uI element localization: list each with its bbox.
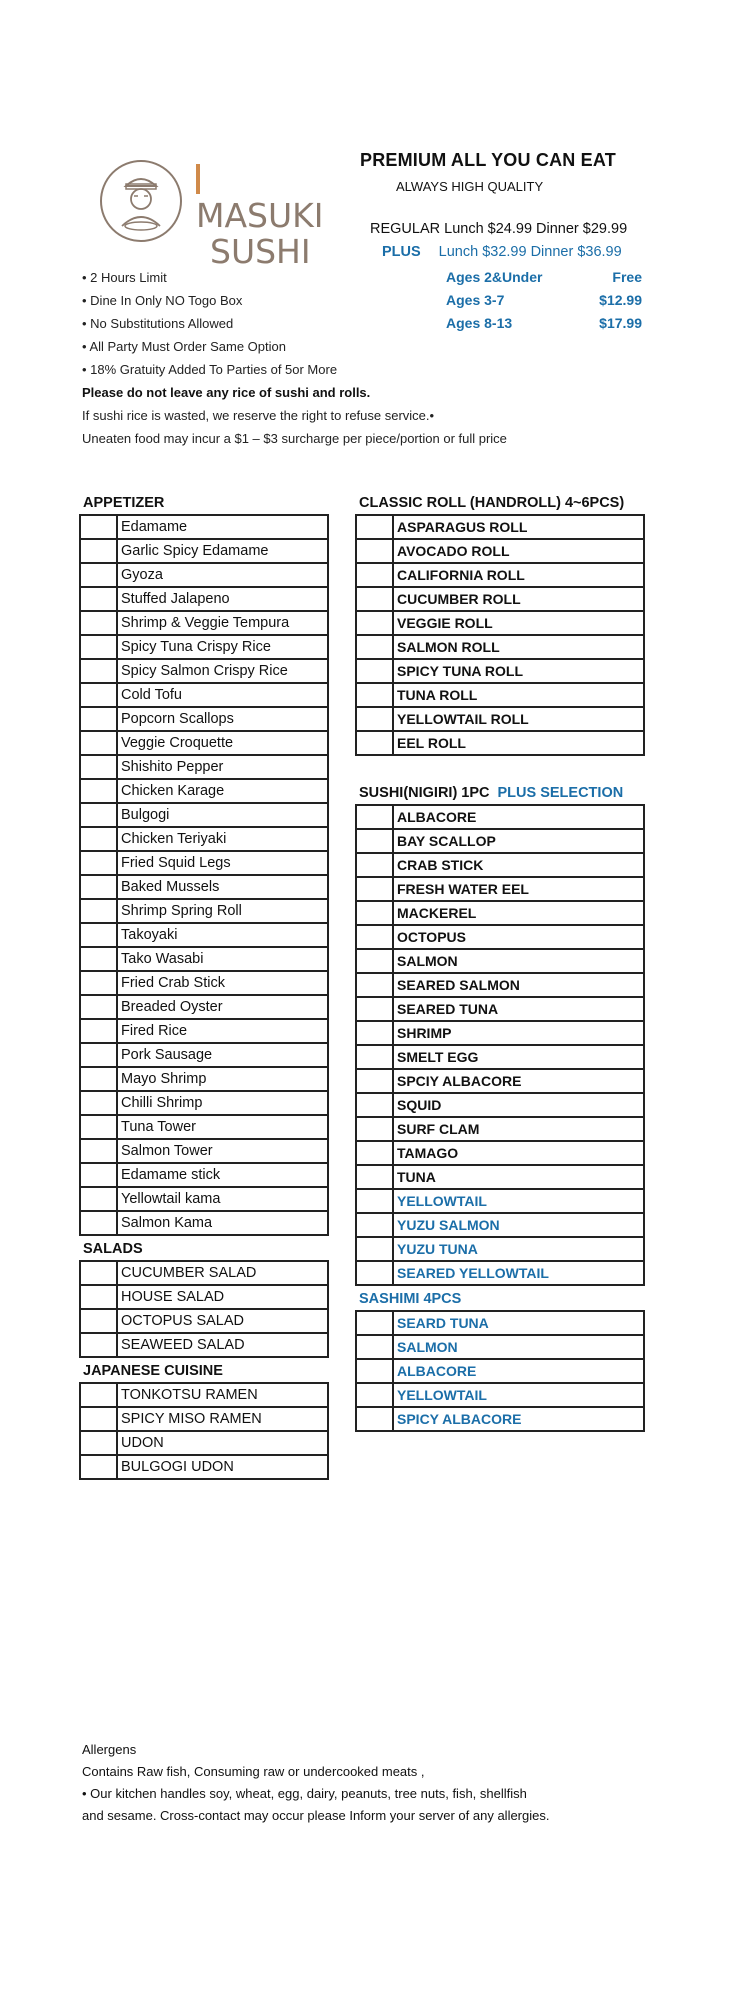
menu-item-label: MACKEREL: [397, 905, 477, 921]
japanese-table: [79, 1382, 329, 1480]
section-title-classic-roll: CLASSIC ROLL (HANDROLL) 4~6PCS): [359, 495, 625, 511]
order-checkbox[interactable]: [357, 660, 394, 682]
menu-item-label: FRESH WATER EEL: [397, 881, 529, 897]
order-checkbox[interactable]: [81, 756, 118, 778]
order-checkbox[interactable]: [81, 732, 118, 754]
menu-row: [357, 1166, 643, 1190]
menu-item-label: Fried Crab Stick: [121, 975, 225, 991]
menu-row: [81, 684, 327, 708]
rice-note: Please do not leave any rice of sushi and rolls.: [82, 385, 371, 400]
menu-row: [357, 1142, 643, 1166]
menu-item-label: Popcorn Scallops: [121, 711, 234, 727]
order-checkbox[interactable]: [81, 1456, 118, 1478]
menu-row: [357, 1214, 643, 1238]
menu-item-label: EEL ROLL: [397, 735, 466, 751]
menu-row: [357, 1190, 643, 1214]
menu-item-label: YELLOWTAIL: [397, 1387, 487, 1403]
order-checkbox[interactable]: [81, 852, 118, 874]
order-checkbox[interactable]: [357, 902, 394, 924]
order-checkbox[interactable]: [357, 926, 394, 948]
menu-row: [357, 1046, 643, 1070]
menu-row: [81, 1262, 327, 1286]
menu-item-label: OCTOPUS SALAD: [121, 1313, 245, 1329]
order-checkbox[interactable]: [81, 516, 118, 538]
section-title-salads: SALADS: [83, 1241, 143, 1257]
menu-item-label: Pork Sausage: [121, 1047, 213, 1063]
menu-row: [81, 1456, 327, 1480]
order-checkbox[interactable]: [357, 1238, 394, 1260]
menu-item-label: Mayo Shrimp: [121, 1071, 207, 1087]
logo-wordmark: MASUKI SUSHI: [196, 162, 326, 270]
menu-row: [357, 1262, 643, 1286]
order-checkbox[interactable]: [357, 1408, 394, 1430]
order-checkbox[interactable]: [81, 780, 118, 802]
allergens-line: • Our kitchen handles soy, wheat, egg, dairy, peanuts, tree nuts, fish, shellfish: [82, 1786, 527, 1801]
section-title-nigiri: SUSHI(NIGIRI) 1PC PLUS SELECTION: [359, 785, 624, 801]
order-checkbox[interactable]: [81, 804, 118, 826]
menu-item-label: Veggie Croquette: [121, 735, 234, 751]
order-checkbox[interactable]: [357, 1312, 394, 1334]
menu-item-label: TUNA ROLL: [397, 687, 478, 703]
order-checkbox[interactable]: [357, 1022, 394, 1044]
menu-item-label: SHRIMP: [397, 1025, 452, 1041]
age-pricing: [446, 266, 642, 335]
order-checkbox[interactable]: [81, 996, 118, 1018]
menu-row: [357, 708, 643, 732]
order-checkbox[interactable]: [81, 1068, 118, 1090]
order-checkbox[interactable]: [81, 876, 118, 898]
menu-row: [357, 806, 643, 830]
allergens-line: and sesame. Cross-contact may occur please Inform your server of any allergies.: [82, 1808, 550, 1823]
order-checkbox[interactable]: [357, 1046, 394, 1068]
menu-row: [81, 1432, 327, 1456]
notes: [82, 381, 507, 450]
menu-item-label: SQUID: [397, 1097, 442, 1113]
order-checkbox[interactable]: [81, 1310, 118, 1332]
menu-row: [81, 948, 327, 972]
order-checkbox[interactable]: [357, 950, 394, 972]
order-checkbox[interactable]: [81, 1092, 118, 1114]
menu-item-label: SPICY MISO RAMEN: [121, 1411, 262, 1427]
menu-row: [81, 804, 327, 828]
menu-item-label: SEARED SALMON: [397, 977, 520, 993]
menu-row: [81, 1044, 327, 1068]
menu-row: [357, 878, 643, 902]
menu-row: [357, 950, 643, 974]
menu-row: [81, 516, 327, 540]
order-checkbox[interactable]: [81, 708, 118, 730]
order-checkbox[interactable]: [357, 636, 394, 658]
menu-row: [357, 1022, 643, 1046]
menu-row: [81, 732, 327, 756]
classic-roll-table: [355, 514, 645, 756]
order-checkbox[interactable]: [81, 1188, 118, 1210]
menu-row: [81, 1092, 327, 1116]
menu-row: [81, 996, 327, 1020]
order-checkbox[interactable]: [81, 1116, 118, 1138]
chef-logo-icon: [96, 156, 186, 246]
order-checkbox[interactable]: [357, 1166, 394, 1188]
regular-price: REGULAR Lunch $24.99 Dinner $29.99: [370, 221, 628, 237]
age-row: Ages 8-13 $17.99: [446, 315, 642, 331]
menu-row: [81, 756, 327, 780]
menu-row: [357, 1070, 643, 1094]
order-checkbox[interactable]: [81, 1408, 118, 1430]
menu-row: [81, 1384, 327, 1408]
order-checkbox[interactable]: [81, 1140, 118, 1162]
order-checkbox[interactable]: [81, 1020, 118, 1042]
menu-row: [81, 1286, 327, 1310]
menu-item-label: Takoyaki: [121, 927, 178, 943]
menu-item-label: Edamame stick: [121, 1167, 221, 1183]
section-title-sashimi: SASHIMI 4PCS: [359, 1291, 462, 1307]
menu-item-label: Baked Mussels: [121, 879, 220, 895]
menu-item-label: SALMON ROLL: [397, 639, 500, 655]
menu-row: [81, 1188, 327, 1212]
order-checkbox[interactable]: [357, 588, 394, 610]
menu-item-label: Chicken Teriyaki: [121, 831, 227, 847]
menu-row: [357, 1360, 643, 1384]
rule-item: • No Substitutions Allowed: [82, 316, 234, 331]
menu-item-label: Tuna Tower: [121, 1119, 196, 1135]
order-checkbox[interactable]: [357, 854, 394, 876]
order-checkbox[interactable]: [357, 1070, 394, 1092]
menu-row: [81, 876, 327, 900]
order-checkbox[interactable]: [81, 612, 118, 634]
order-checkbox[interactable]: [357, 1142, 394, 1164]
order-checkbox[interactable]: [357, 684, 394, 706]
menu-item-label: ALBACORE: [397, 1363, 477, 1379]
menu-item-label: CUCUMBER SALAD: [121, 1265, 257, 1281]
menu-row: [357, 998, 643, 1022]
order-checkbox[interactable]: [357, 708, 394, 730]
menu-item-label: ASPARAGUS ROLL: [397, 519, 528, 535]
menu-item-label: Bulgogi: [121, 807, 170, 823]
menu-row: [357, 1384, 643, 1408]
rule-item: • 2 Hours Limit: [82, 270, 167, 285]
order-checkbox[interactable]: [357, 612, 394, 634]
order-checkbox[interactable]: [357, 1262, 394, 1284]
menu-row: [81, 852, 327, 876]
nigiri-table: [355, 804, 645, 1286]
rule-item: • All Party Must Order Same Option: [82, 339, 286, 354]
order-checkbox[interactable]: [81, 636, 118, 658]
menu-item-label: OCTOPUS: [397, 929, 466, 945]
menu-row: [357, 1408, 643, 1432]
menu-row: [81, 636, 327, 660]
menu-item-label: Stuffed Jalapeno: [121, 591, 230, 607]
order-checkbox[interactable]: [357, 878, 394, 900]
menu-item-label: Fried Squid Legs: [121, 855, 231, 871]
menu-row: [81, 924, 327, 948]
appetizer-table: [79, 514, 329, 1236]
menu-item-label: CUCUMBER ROLL: [397, 591, 521, 607]
menu-item-label: Shrimp & Veggie Tempura: [121, 615, 290, 631]
menu-item-label: CALIFORNIA ROLL: [397, 567, 525, 583]
menu-row: [81, 1334, 327, 1358]
menu-item-label: YUZU SALMON: [397, 1217, 500, 1233]
menu-item-label: Spicy Tuna Crispy Rice: [121, 639, 271, 655]
menu-row: [81, 1164, 327, 1188]
section-title-appetizer: APPETIZER: [83, 495, 165, 511]
order-checkbox[interactable]: [357, 830, 394, 852]
menu-item-label: Garlic Spicy Edamame: [121, 543, 269, 559]
menu-item-label: Breaded Oyster: [121, 999, 223, 1015]
menu-row: [357, 1118, 643, 1142]
menu-row: [81, 540, 327, 564]
plus-selection-label: PLUS SELECTION: [497, 785, 624, 801]
menu-row: [81, 1408, 327, 1432]
menu-row: [81, 1068, 327, 1092]
order-checkbox[interactable]: [357, 1336, 394, 1358]
order-checkbox[interactable]: [81, 660, 118, 682]
menu-item-label: TAMAGO: [397, 1145, 459, 1161]
order-checkbox[interactable]: [81, 588, 118, 610]
menu-row: [81, 1310, 327, 1334]
surcharge-note: Uneaten food may incur a $1 – $3 surcharge per piece/portion or full price: [82, 431, 507, 446]
menu-row: [357, 902, 643, 926]
menu-item-label: SALMON: [397, 953, 458, 969]
menu-item-label: UDON: [121, 1435, 164, 1451]
age-row: Ages 2&Under Free: [446, 269, 642, 285]
sashimi-table: [355, 1310, 645, 1432]
menu-row: [81, 708, 327, 732]
menu-row: [81, 1140, 327, 1164]
allergens: [82, 1739, 549, 1827]
order-checkbox[interactable]: [357, 974, 394, 996]
menu-item-label: TONKOTSU RAMEN: [121, 1387, 258, 1403]
menu-item-label: HOUSE SALAD: [121, 1289, 225, 1305]
order-checkbox[interactable]: [81, 924, 118, 946]
menu-row: [357, 926, 643, 950]
order-checkbox[interactable]: [357, 1214, 394, 1236]
order-checkbox[interactable]: [81, 1384, 118, 1406]
menu-row: [357, 854, 643, 878]
menu-item-label: Shrimp Spring Roll: [121, 903, 242, 919]
menu-row: [357, 1094, 643, 1118]
plus-prices: Lunch $32.99 Dinner $36.99: [438, 244, 622, 260]
menu-row: [81, 588, 327, 612]
order-checkbox[interactable]: [357, 1360, 394, 1382]
order-checkbox[interactable]: [81, 1212, 118, 1234]
menu-row: [81, 828, 327, 852]
menu-item-label: CRAB STICK: [397, 857, 484, 873]
rule-item: • 18% Gratuity Added To Parties of 5or More: [82, 362, 338, 377]
menu-item-label: TUNA: [397, 1169, 436, 1185]
menu-item-label: YUZU TUNA: [397, 1241, 478, 1257]
menu-item-label: Gyoza: [121, 567, 163, 583]
menu-row: [357, 732, 643, 756]
menu-item-label: ALBACORE: [397, 809, 477, 825]
menu-item-label: SPICY TUNA ROLL: [397, 663, 524, 679]
order-checkbox[interactable]: [357, 1118, 394, 1140]
order-checkbox[interactable]: [81, 900, 118, 922]
menu-item-label: SURF CLAM: [397, 1121, 480, 1137]
menu-item-label: Chicken Karage: [121, 783, 225, 799]
menu-item-label: Fired Rice: [121, 1023, 188, 1039]
order-checkbox[interactable]: [81, 1044, 118, 1066]
menu-item-label: SEARED TUNA: [397, 1001, 499, 1017]
menu-row: [81, 1212, 327, 1236]
menu-row: [81, 900, 327, 924]
menu-row: [357, 1238, 643, 1262]
menu-row: [81, 564, 327, 588]
order-checkbox[interactable]: [81, 948, 118, 970]
order-checkbox[interactable]: [81, 1262, 118, 1284]
menu-item-label: SMELT EGG: [397, 1049, 479, 1065]
menu-item-label: Salmon Kama: [121, 1215, 213, 1231]
order-checkbox[interactable]: [357, 1094, 394, 1116]
left-column: [79, 490, 329, 1480]
menu-row: [357, 564, 643, 588]
order-checkbox[interactable]: [81, 1432, 118, 1454]
menu-item-label: Shishito Pepper: [121, 759, 224, 775]
menu-row: [357, 516, 643, 540]
menu-item-label: SEAWEED SALAD: [121, 1337, 245, 1353]
menu-item-label: Salmon Tower: [121, 1143, 213, 1159]
salads-table: [79, 1260, 329, 1358]
section-title-japanese: JAPANESE CUISINE: [83, 1363, 223, 1379]
order-checkbox[interactable]: [357, 806, 394, 828]
menu-item-label: AVOCADO ROLL: [397, 543, 510, 559]
menu-item-label: Edamame: [121, 519, 188, 535]
refuse-note: If sushi rice is wasted, we reserve the right to refuse service.•: [82, 408, 435, 423]
allergens-line: Contains Raw fish, Consuming raw or undercooked meats ,: [82, 1764, 425, 1779]
order-checkbox[interactable]: [357, 998, 394, 1020]
plus-price: [382, 244, 622, 260]
page-title: PREMIUM ALL YOU CAN EAT: [360, 150, 616, 170]
order-checkbox[interactable]: [357, 564, 394, 586]
menu-row: [357, 1336, 643, 1360]
order-checkbox[interactable]: [81, 972, 118, 994]
order-checkbox[interactable]: [81, 1164, 118, 1186]
menu-item-label: SPCIY ALBACORE: [397, 1073, 522, 1089]
menu-row: [357, 612, 643, 636]
menu-item-label: Chilli Shrimp: [121, 1095, 203, 1111]
menu-row: [81, 780, 327, 804]
menu-item-label: VEGGIE ROLL: [397, 615, 493, 631]
menu-row: [357, 540, 643, 564]
order-checkbox[interactable]: [81, 828, 118, 850]
order-checkbox[interactable]: [357, 1384, 394, 1406]
menu-row: [81, 660, 327, 684]
order-checkbox[interactable]: [357, 540, 394, 562]
menu-item-label: SEARED YELLOWTAIL: [397, 1265, 549, 1281]
menu-item-label: SPICY ALBACORE: [397, 1411, 522, 1427]
menu-row: [81, 972, 327, 996]
menu-item-label: YELLOWTAIL: [397, 1193, 487, 1209]
menu-row: [357, 830, 643, 854]
promo-header: [360, 150, 616, 194]
allergens-title: Allergens: [82, 1742, 137, 1757]
rule-item: • Dine In Only NO Togo Box: [82, 293, 243, 308]
menu-item-label: SALMON: [397, 1339, 458, 1355]
menu-item-label: Spicy Salmon Crispy Rice: [121, 663, 288, 679]
menu-item-label: BAY SCALLOP: [397, 833, 496, 849]
menu-row: [357, 1312, 643, 1336]
plus-label: PLUS: [382, 244, 421, 260]
order-checkbox[interactable]: [81, 564, 118, 586]
order-checkbox[interactable]: [81, 540, 118, 562]
menu-item-label: BULGOGI UDON: [121, 1459, 234, 1475]
order-checkbox[interactable]: [357, 1190, 394, 1212]
order-checkbox[interactable]: [357, 516, 394, 538]
menu-row: [81, 612, 327, 636]
menu-item-label: Yellowtail kama: [121, 1191, 221, 1207]
page-subtitle: ALWAYS HIGH QUALITY: [396, 179, 544, 194]
menu-item-label: SEARD TUNA: [397, 1315, 489, 1331]
order-checkbox[interactable]: [81, 684, 118, 706]
menu-item-label: YELLOWTAIL ROLL: [397, 711, 529, 727]
rules-list: [82, 266, 337, 381]
order-checkbox[interactable]: [81, 1286, 118, 1308]
menu-item-label: Tako Wasabi: [121, 951, 204, 967]
menu-row: [357, 684, 643, 708]
menu-row: [357, 588, 643, 612]
menu-row: [357, 660, 643, 684]
logo: [96, 156, 326, 271]
order-checkbox[interactable]: [357, 732, 394, 754]
age-row: Ages 3-7 $12.99: [446, 292, 642, 308]
menu-row: [357, 974, 643, 998]
order-checkbox[interactable]: [81, 1334, 118, 1356]
menu-row: [81, 1116, 327, 1140]
menu-row: [357, 636, 643, 660]
right-column: [355, 490, 645, 1432]
menu-item-label: Cold Tofu: [121, 687, 182, 703]
menu-row: [81, 1020, 327, 1044]
